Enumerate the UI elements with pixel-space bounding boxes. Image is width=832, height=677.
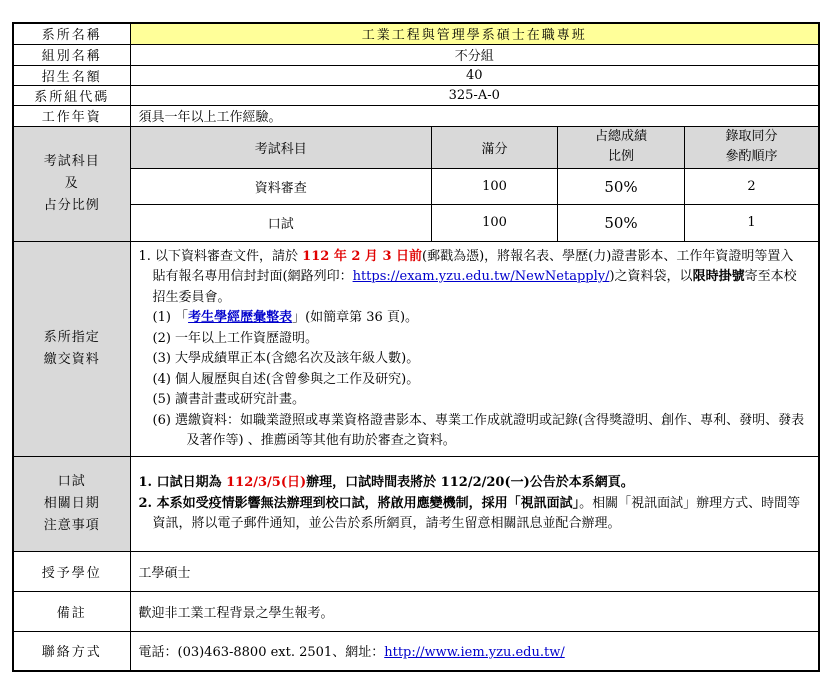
docs-sub-6: (6) 選繳資料：如職業證照或專業資格證書影本、專業工作成就證明或記錄(含得獎證明、創作、專利、發明、發表及著作等) 、推薦函等其他有助於審查之資料。	[152, 412, 805, 448]
exam-full: 100	[432, 169, 558, 205]
oral-item-2-b: 。相關「視訊面試」辦理方式、時間等資訊，將以電子郵件通知，並公告於系所網頁，請考生留意相關訊息並配合辦理。	[152, 495, 801, 532]
docs-label-line1: 系所指定	[43, 329, 100, 345]
docs-sub-3: (3) 大學成績單正本(含總名次及該年級人數)。	[152, 351, 420, 366]
oral-item-1-b: 辦理，口試時間表將於 112/2/20(一)公告於本系網頁。	[306, 475, 634, 491]
docs-item-1-text: 1. 以下資料審查文件，請於	[138, 248, 303, 264]
exam-full: 100	[432, 205, 558, 241]
oral-label	[13, 456, 130, 551]
exam-header-tie	[685, 127, 819, 169]
oral-content	[130, 456, 819, 551]
row-quota	[13, 65, 819, 85]
admission-table	[12, 22, 820, 672]
contact-prefix: 電話：(03)463-8800 ext. 2501、網址：	[138, 645, 385, 661]
docs-label	[13, 241, 130, 456]
row-code	[13, 85, 819, 105]
note-value: 歡迎非工業工程背景之學生報考。	[130, 591, 819, 631]
exam-label-line3: 占分比例	[43, 197, 100, 213]
oral-item-1-a: 1. 口試日期為	[138, 475, 227, 491]
exam-ratio: 50%	[558, 205, 685, 241]
contact-label: 聯絡方式	[13, 631, 130, 671]
note-label: 備註	[13, 591, 130, 631]
oral-item-2	[139, 494, 807, 535]
docs-deadline: 112 年 2 月 3 日前	[302, 248, 423, 264]
docs-sub-1	[139, 308, 807, 329]
years-label: 工作年資	[13, 105, 130, 126]
exam-row	[131, 169, 819, 205]
docs-item-1-text2: (郵戳為憑)，將報名表、學歷(力)證書影本、工作年資證明等置入貼有報名專用信封封面(網路列印：	[152, 248, 794, 284]
group-value: 不分組	[130, 44, 819, 65]
docs-sub-1-b: 」(如簡章第 36 頁)。	[292, 310, 419, 325]
exam-header-tie-2: 參酌順序	[725, 149, 778, 165]
degree-value: 工學碩士	[130, 551, 819, 591]
degree-label: 授予學位	[13, 551, 130, 591]
oral-item-1	[139, 473, 807, 494]
docs-content	[130, 241, 819, 456]
exam-header-ratio-2: 比例	[607, 149, 634, 165]
resume-form-link[interactable]: 考生學經歷彙整表	[188, 310, 293, 325]
dept-label: 系所名稱	[13, 23, 130, 44]
docs-registered-mail: 限時掛號	[692, 269, 745, 284]
row-contact	[13, 631, 819, 671]
row-note	[13, 591, 819, 631]
row-degree	[13, 551, 819, 591]
docs-sub-4: (4) 個人履歷與自述(含曾參與之工作及研究)。	[152, 371, 420, 387]
oral-item-2-a: 2. 本系如受疫情影響無法辦理到校口試，將啟用應變機制，採用「視訊面試」	[138, 495, 580, 511]
oral-label-line3: 注意事項	[43, 517, 100, 533]
docs-item-1-text3: )之資料袋，以	[609, 269, 693, 284]
exam-subject: 口試	[131, 205, 432, 241]
exam-table	[131, 127, 819, 241]
exam-order: 1	[747, 215, 756, 231]
oral-label-line1: 口試	[57, 473, 86, 489]
exam-ratio: 50%	[558, 169, 685, 205]
website-link[interactable]: http://www.iem.yzu.edu.tw/	[384, 645, 565, 661]
exam-header-full: 滿分	[432, 127, 558, 169]
exam-header-row	[131, 127, 819, 169]
exam-header-ratio-1: 占總成績	[594, 129, 647, 145]
row-group	[13, 44, 819, 65]
netapply-link[interactable]: https://exam.yzu.edu.tw/NewNetapply/	[352, 269, 610, 284]
exam-row	[131, 205, 819, 241]
years-value: 須具一年以上工作經驗。	[130, 105, 819, 126]
docs-sub-2: (2) 一年以上工作資歷證明。	[152, 330, 319, 346]
exam-header-tie-1: 錄取同分	[725, 129, 778, 145]
exam-label	[13, 126, 130, 241]
docs-sub-1-a: (1) 「	[152, 310, 189, 325]
group-label: 組別名稱	[13, 44, 130, 65]
oral-label-line2: 相關日期	[43, 495, 100, 511]
row-exam	[13, 126, 819, 241]
exam-table-cell	[130, 126, 819, 241]
contact-value	[130, 631, 819, 671]
exam-label-line1: 考試科目	[43, 153, 100, 169]
row-docs	[13, 241, 819, 456]
code-label: 系所組代碼	[13, 85, 130, 105]
exam-order: 2	[685, 169, 819, 205]
exam-header-ratio	[558, 127, 685, 169]
exam-subject: 資料審查	[131, 169, 432, 205]
quota-value: 40	[130, 65, 819, 85]
dept-name: 工業工程與管理學系碩士在職專班	[130, 23, 819, 44]
admission-table-wrapper	[12, 22, 820, 672]
docs-item-1	[139, 247, 807, 309]
docs-item-1-text4: 寄至本校招生委員會。	[152, 269, 797, 305]
exam-label-line2: 及	[64, 175, 79, 191]
row-years	[13, 105, 819, 126]
quota-label: 招生名額	[13, 65, 130, 85]
exam-header-subject: 考試科目	[131, 127, 432, 169]
oral-date: 112/3/5(日)	[226, 475, 307, 491]
code-value: 325-A-0	[130, 85, 819, 105]
row-oral	[13, 456, 819, 551]
row-dept	[13, 23, 819, 44]
docs-label-line2: 繳交資料	[43, 351, 100, 367]
docs-sub-5: (5) 讀書計畫或研究計畫。	[152, 392, 306, 407]
